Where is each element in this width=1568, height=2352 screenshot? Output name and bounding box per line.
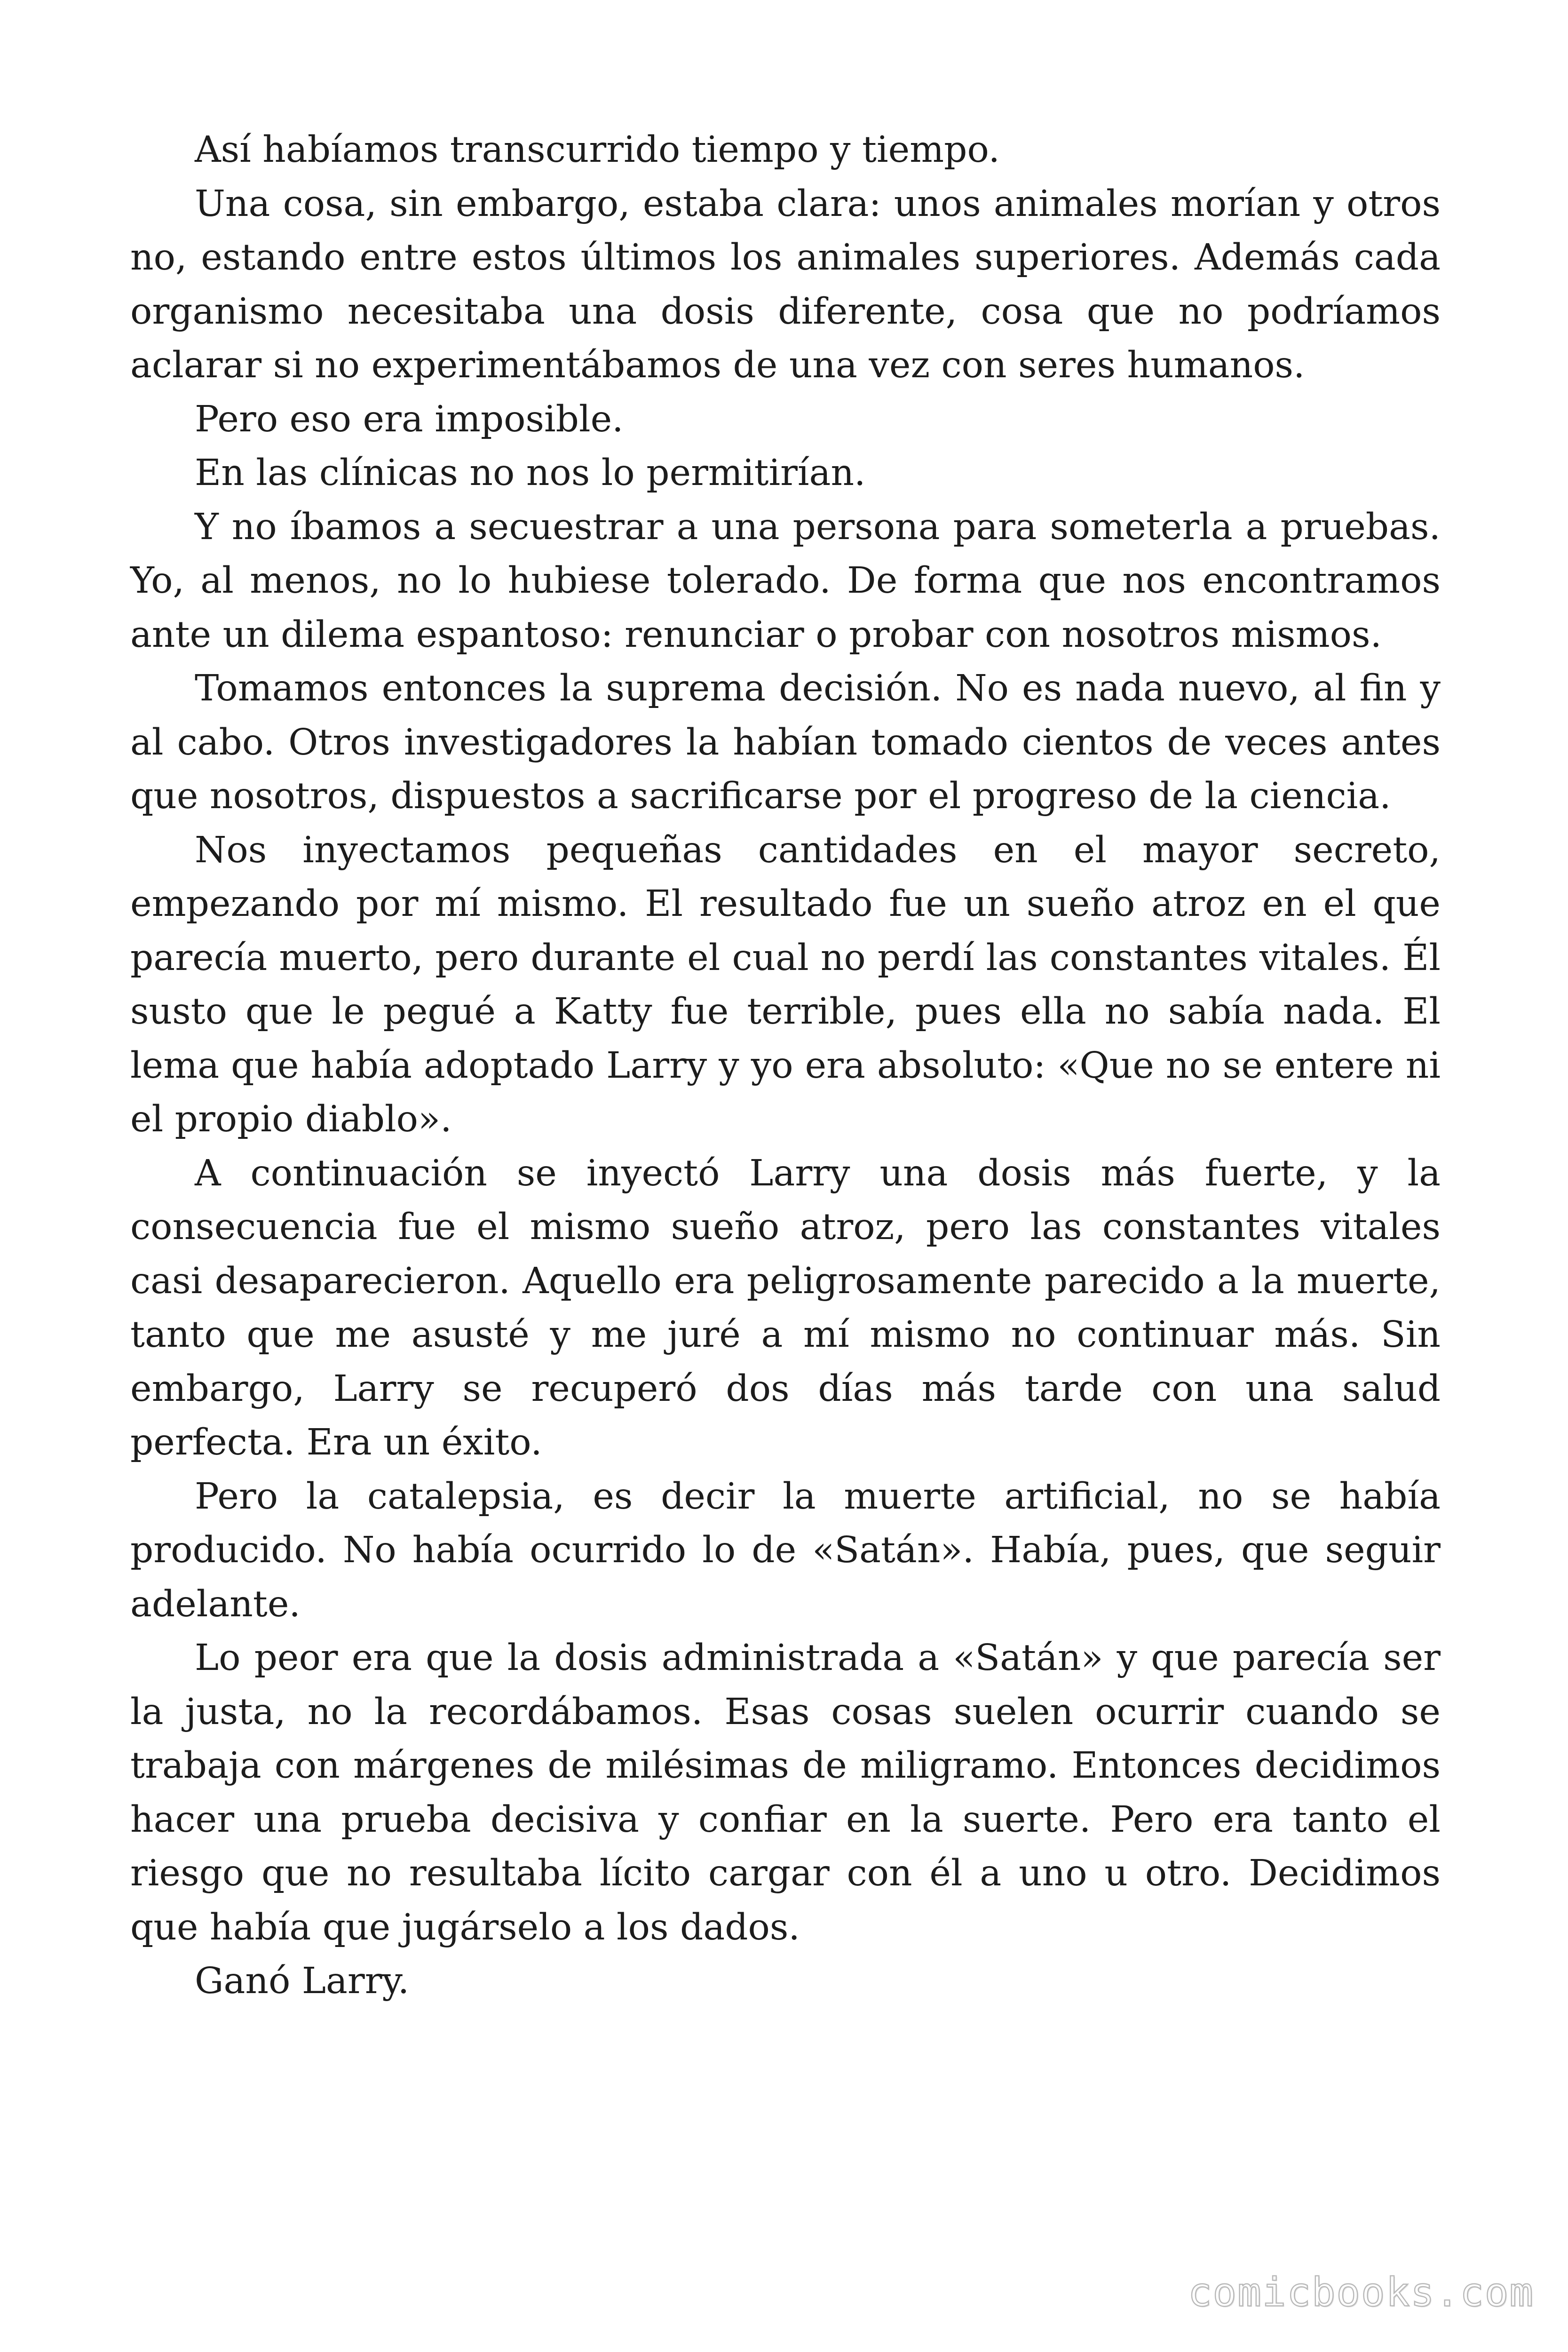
paragraph: Una cosa, sin embargo, estaba clara: unos animales morían y otros no, estando entre estos últimos los animales superiores. Además cada organismo necesitaba una dosis diferente, cosa que no podríamos aclarar si no experimentábamos de una vez con seres humanos.: [130, 183, 1441, 386]
page-body: [130, 123, 1441, 2009]
paragraph: Ganó Larry.: [195, 1960, 410, 2002]
paragraph: Nos inyectamos pequeñas cantidades en el mayor secreto, empezando por mí mismo. El resultado fue un sueño atroz en el que parecía muerto, pero durante el cual no perdí las constantes vitales. Él susto que le pegué a Katty fue terrible, pues ella no sabía nada. El lema que había adoptado Larry y yo era absoluto: «Que no se entere ni el propio diablo».: [130, 829, 1441, 1140]
paragraph: Pero la catalepsia, es decir la muerte artificial, no se había producido. No había ocurrido lo de «Satán». Había, pues, que seguir adelante.: [130, 1475, 1441, 1625]
watermark: comicbooks.com: [1188, 2269, 1534, 2315]
paragraph: Lo peor era que la dosis administrada a «Satán» y que parecía ser la justa, no la recordábamos. Esas cosas suelen ocurrir cuando se trabaja con márgenes de milésimas de miligramo. Entonces decidimos hacer una prueba decisiva y confiar en la suerte. Pero era tanto el riesgo que no resultaba lícito cargar con él a uno u otro. Decidimos que había que jugárselo a los dados.: [130, 1637, 1441, 1948]
paragraph: Y no íbamos a secuestrar a una persona para someterla a pruebas. Yo, al menos, no lo hubiese tolerado. De forma que nos encontramos ante un dilema espantoso: renunciar o probar con nosotros mismos.: [130, 506, 1441, 656]
paragraph: Así habíamos transcurrido tiempo y tiempo.: [195, 129, 1000, 171]
paragraph: Tomamos entonces la suprema decisión. No es nada nuevo, al fin y al cabo. Otros investigadores la habían tomado cientos de veces antes que nosotros, dispuestos a sacrificarse por el progreso de la ciencia.: [130, 667, 1441, 817]
paragraph: Pero eso era imposible.: [195, 398, 624, 440]
paragraph: A continuación se inyectó Larry una dosis más fuerte, y la consecuencia fue el mismo sueño atroz, pero las constantes vitales casi desaparecieron. Aquello era peligrosamente parecido a la muerte, tanto que me asusté y me juré a mí mismo no continuar más. Sin embargo, Larry se recuperó dos días más tarde con una salud perfecta. Era un éxito.: [130, 1152, 1441, 1463]
paragraph: En las clínicas no nos lo permitirían.: [195, 452, 866, 494]
